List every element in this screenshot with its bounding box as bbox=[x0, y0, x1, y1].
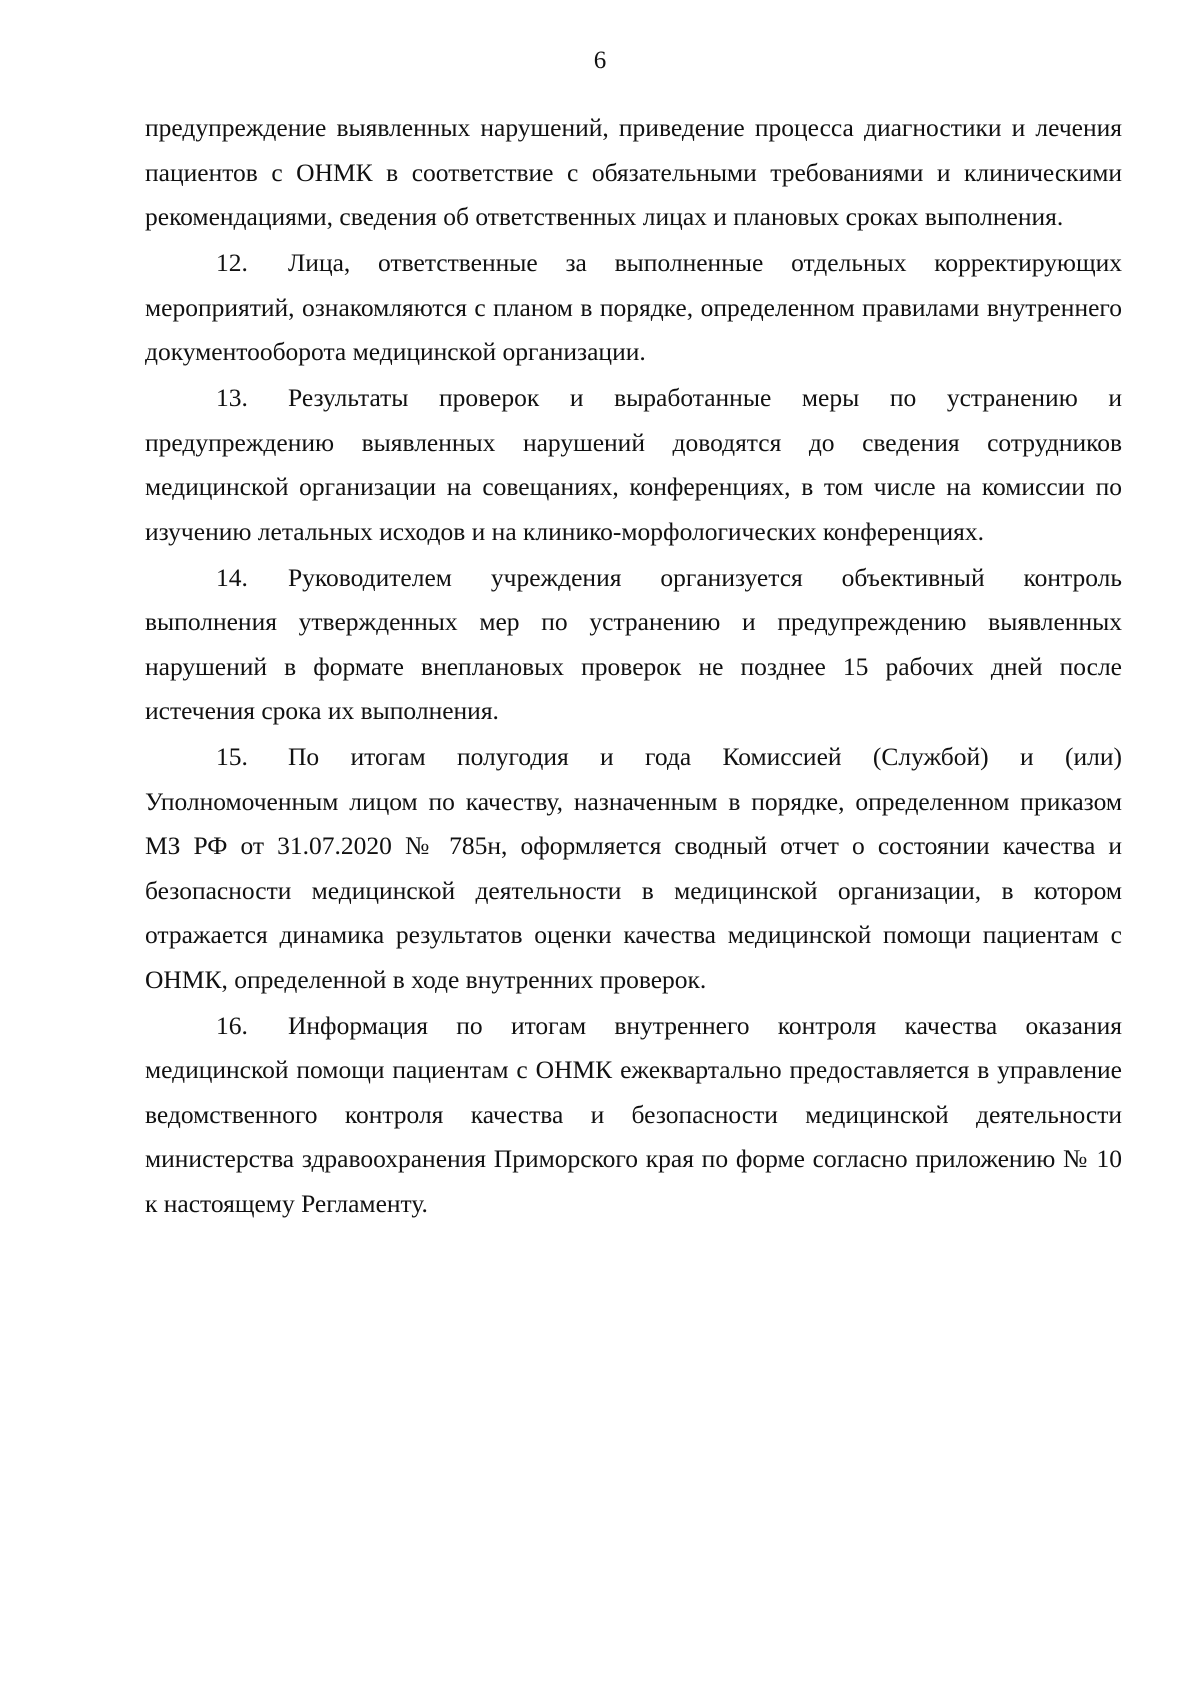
paragraph-text: Результаты проверок и выработанные меры по устранению и предупреждению выявленных нарушений доводятся до сведения сотрудников медицинской организации на совещаниях, конференциях, в том числе на комиссии по изучению летальных исходов и на клинико-морфологических конференциях. bbox=[145, 383, 1122, 546]
page-number: 6 bbox=[593, 47, 607, 74]
paragraph-number: 13. bbox=[216, 383, 248, 412]
paragraph-item-15 bbox=[145, 735, 1122, 1002]
paragraph-item-14 bbox=[145, 556, 1122, 734]
paragraph-item-16 bbox=[145, 1004, 1122, 1227]
paragraph-number: 16. bbox=[216, 1010, 248, 1040]
paragraph-text: Лица, ответственные за выполненные отдельных корректирующих мероприятий, ознакомляются с планом в порядке, определенном правилами внутреннего документооборота медицинской организации. bbox=[145, 248, 1122, 366]
paragraph-continuation bbox=[145, 106, 1122, 240]
paragraph-number: 14. bbox=[216, 562, 248, 592]
paragraph-text: предупреждение выявленных нарушений, приведение процесса диагностики и лечения пациентов с ОНМК в соответствие с обязательными требованиями и клиническими рекомендациями, сведения об ответственных лицах и плановых сроках выполнения. bbox=[145, 113, 1122, 231]
paragraph-text: Информация по итогам внутреннего контроля качества оказания медицинской помощи пациентам с ОНМК ежеквартально предоставляется в управление ведомственного контроля качества и безопасности медицинской деятельности министерства здравоохранения Приморского края по форме согласно приложению № 10 к настоящему Регламенту. bbox=[145, 1010, 1122, 1218]
paragraph-number: 12. bbox=[216, 248, 248, 277]
paragraph-number: 15. bbox=[216, 742, 248, 771]
paragraph-item-12 bbox=[145, 241, 1122, 375]
document-body bbox=[145, 106, 1122, 1228]
paragraph-text: По итогам полугодия и года Комиссией (Службой) и (или) Уполномоченным лицом по качеству, назначенным в порядке, определенном приказом МЗ РФ от 31.07.2020 № 785н, оформляется сводный отчет о состоянии качества и безопасности медицинской деятельности в медицинской организации, в котором отражается динамика результатов оценки качества медицинской помощи пациентам с ОНМК, определенной в ходе внутренних проверок. bbox=[145, 742, 1122, 994]
paragraph-text: Руководителем учреждения организуется объективный контроль выполнения утвержденных мер по устранению и предупреждению выявленных нарушений в формате внеплановых проверок не позднее 15 рабочих дней после истечения срока их выполнения. bbox=[145, 562, 1122, 725]
paragraph-item-13 bbox=[145, 376, 1122, 554]
